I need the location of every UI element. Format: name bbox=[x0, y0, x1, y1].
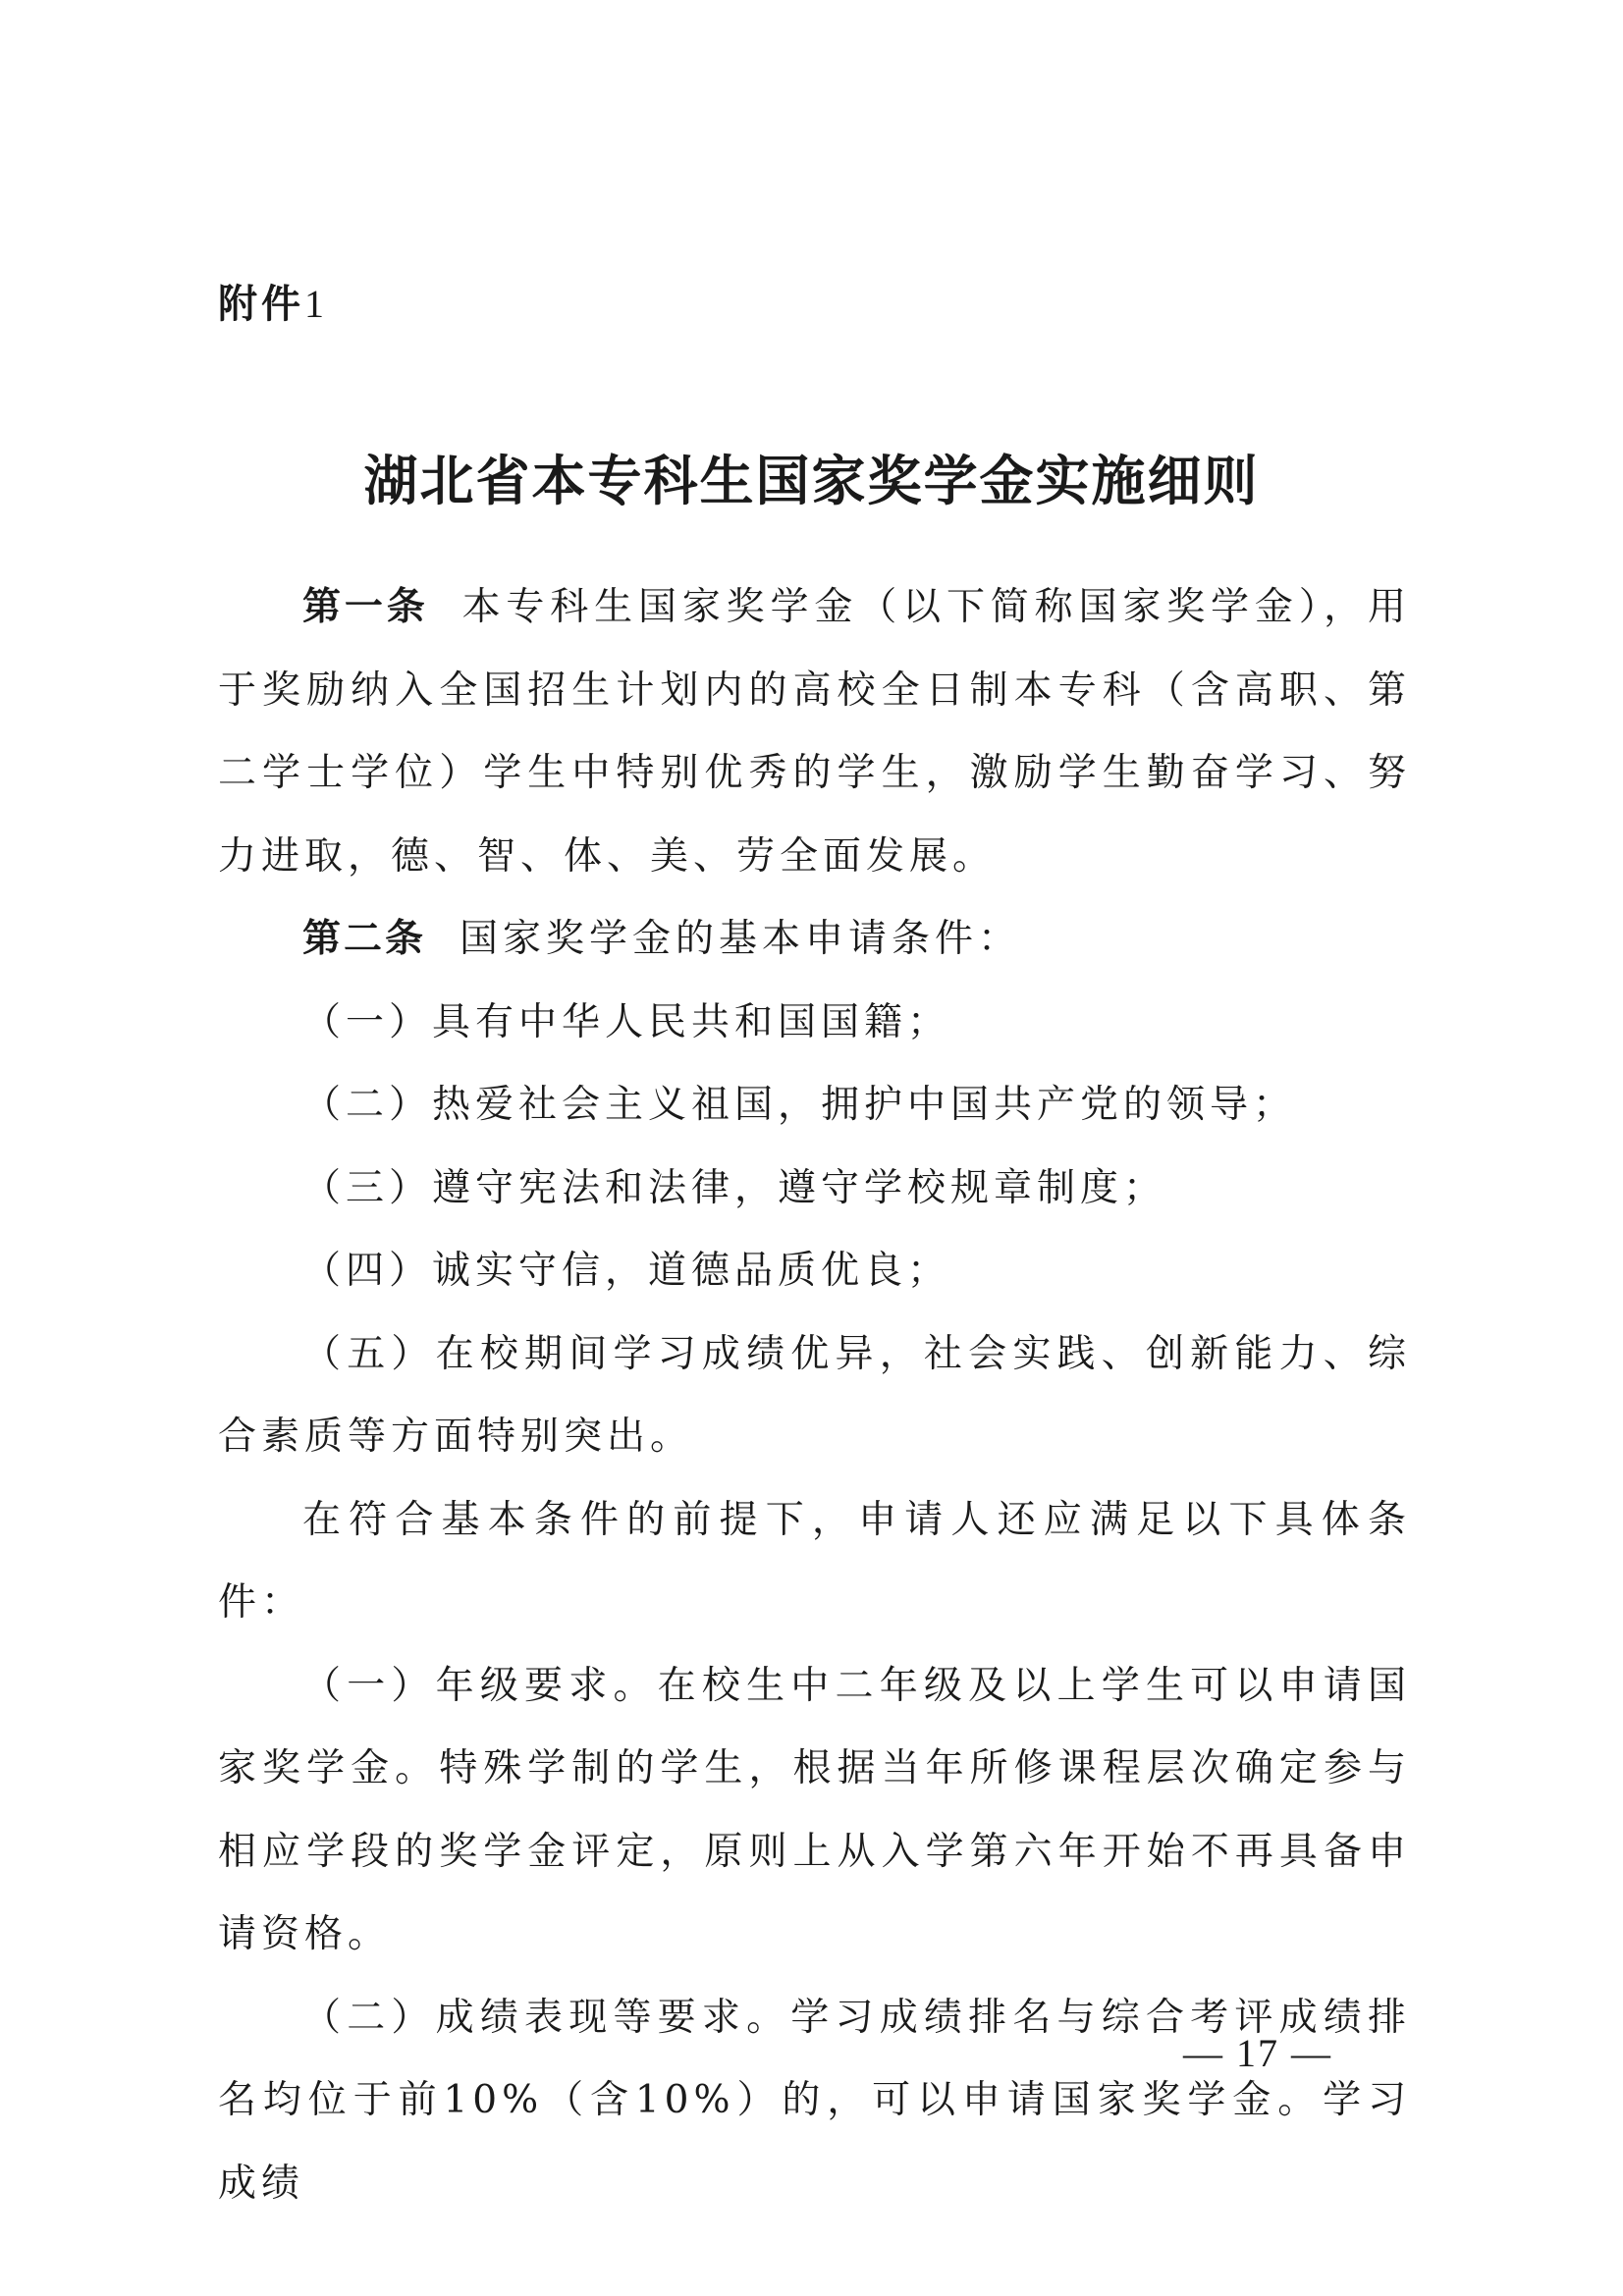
article-label: 第二条 bbox=[302, 917, 427, 961]
article-1-paragraph bbox=[218, 566, 1411, 898]
page-number: — 17 — bbox=[1183, 2031, 1332, 2075]
attachment-label-text: 附件 bbox=[218, 282, 304, 327]
article-2-paragraph bbox=[218, 898, 1411, 982]
attachment-label bbox=[218, 277, 328, 332]
document-title: 湖北省本专科生国家奖学金实施细则 bbox=[363, 450, 1260, 512]
condition-item: （二）热爱社会主义祖国，拥护中国共产党的领导； bbox=[302, 1083, 1297, 1127]
document-body bbox=[218, 566, 1411, 2225]
condition-item: （三）遵守宪法和法律，遵守学校规章制度； bbox=[302, 1165, 1167, 1210]
specific-conditions-intro: 在符合基本条件的前提下，申请人还应满足以下具体条件： bbox=[218, 1497, 1411, 1625]
paragraph-text: 国家奖学金的基本申请条件： bbox=[460, 917, 1022, 961]
paragraph-text: 本专科生国家奖学金（以下简称国家奖学金），用于奖励纳入全国招生计划内的高校全日制本专科（含高职、第二学士学位）学生中特别优秀的学生，激励学生勤奋学习、努力进取，德、智、体、美、劳全面发展。 bbox=[218, 585, 1411, 879]
condition-item: （五）在校期间学习成绩优异，社会实践、创新能力、综合素质等方面特别突出。 bbox=[218, 1331, 1411, 1459]
condition-item: （一）具有中华人民共和国国籍； bbox=[302, 999, 951, 1044]
specific-condition-item: （二）成绩表现等要求。学习成绩排名与综合考评成绩排名均位于前10%（含10%）的，可以申请国家奖学金。学习成绩 bbox=[218, 1995, 1411, 2206]
article-label: 第一条 bbox=[302, 585, 429, 629]
attachment-number: 1 bbox=[304, 282, 328, 326]
specific-condition-item: （一）年级要求。在校生中二年级及以上学生可以申请国家奖学金。特殊学制的学生，根据当年所修课程层次确定参与相应学段的奖学金评定，原则上从入学第六年开始不再具备申请资格。 bbox=[218, 1663, 1411, 1956]
condition-item: （四）诚实守信，道德品质优良； bbox=[302, 1249, 951, 1293]
